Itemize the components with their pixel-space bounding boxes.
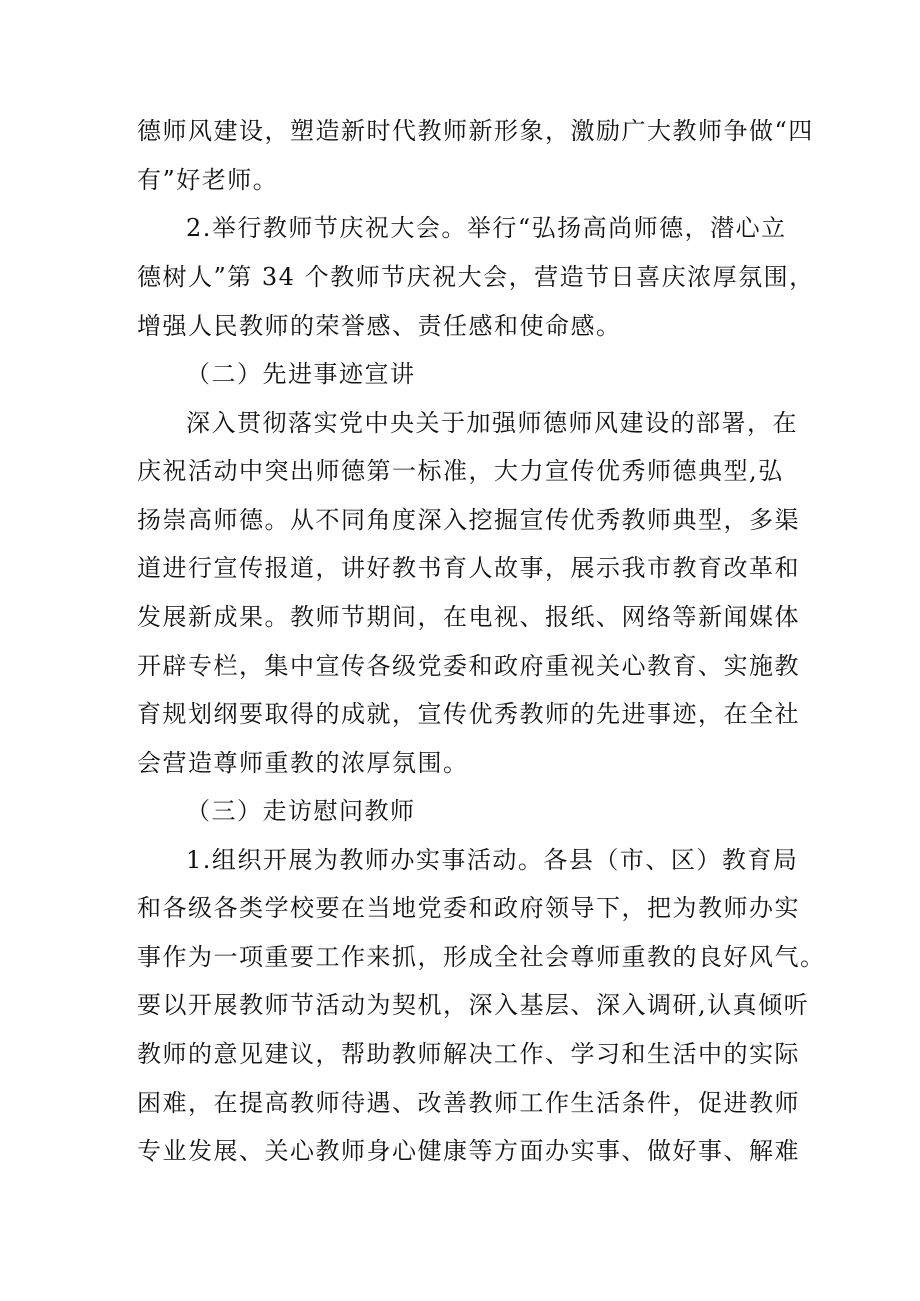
text-line: 困难，在提高教师待遇、改善教师工作生活条件，促进教师 [137,1089,800,1117]
text-line: 深入贯彻落实党中央关于加强师德师风建设的部署，在 [186,409,798,437]
text-line: 和各级各类学校要在当地党委和政府领导下，把为教师办实 [137,894,800,922]
text-line: 德树人”第 34 个教师节庆祝大会，营造节日喜庆浓厚氛围， [137,263,815,291]
text-line: 有”好老师。 [137,166,279,194]
text-line: 发展新成果。教师节期间，在电视、报纸、网络等新闻媒体 [137,603,800,631]
text-line: 德师风建设，塑造新时代教师新形象，激励广大教师争做“四 [137,117,814,145]
text-line: 1.组织开展为教师办实事活动。各县（市、区）教育局 [186,846,799,874]
text-line: 教师的意见建议，帮助教师解决工作、学习和生活中的实际 [137,1040,800,1068]
text-line: 会营造尊师重教的浓厚氛围。 [137,749,469,777]
text-line: 事作为一项重要工作来抓，形成全社会尊师重教的良好风气。 [137,943,826,971]
text-line: 2.举行教师节庆祝大会。举行“弘扬高尚师德，潜心立 [186,214,787,242]
text-line: 增强人民教师的荣誉感、责任感和使命感。 [137,312,622,340]
text-line: 育规划纲要取得的成就，宣传优秀教师的先进事迹，在全社 [137,700,800,728]
section-heading: （三）走访慰问教师 [186,797,416,825]
text-line: 庆祝活动中突出师德第一标准，大力宣传优秀师德典型,弘 [137,457,784,485]
text-line: 扬崇高师德。从不同角度深入挖掘宣传优秀教师典型，多渠 [137,506,800,534]
section-heading: （二）先进事迹宣讲 [186,360,416,388]
text-line: 道进行宣传报道，讲好教书育人故事，展示我市教育改革和 [137,554,800,582]
text-line: 要以开展教师节活动为契机，深入基层、深入调研,认真倾听 [137,991,810,1019]
text-line: 专业发展、关心教师身心健康等方面办实事、做好事、解难 [137,1137,800,1165]
text-line: 开辟专栏，集中宣传各级党委和政府重视关心教育、实施教 [137,652,800,680]
